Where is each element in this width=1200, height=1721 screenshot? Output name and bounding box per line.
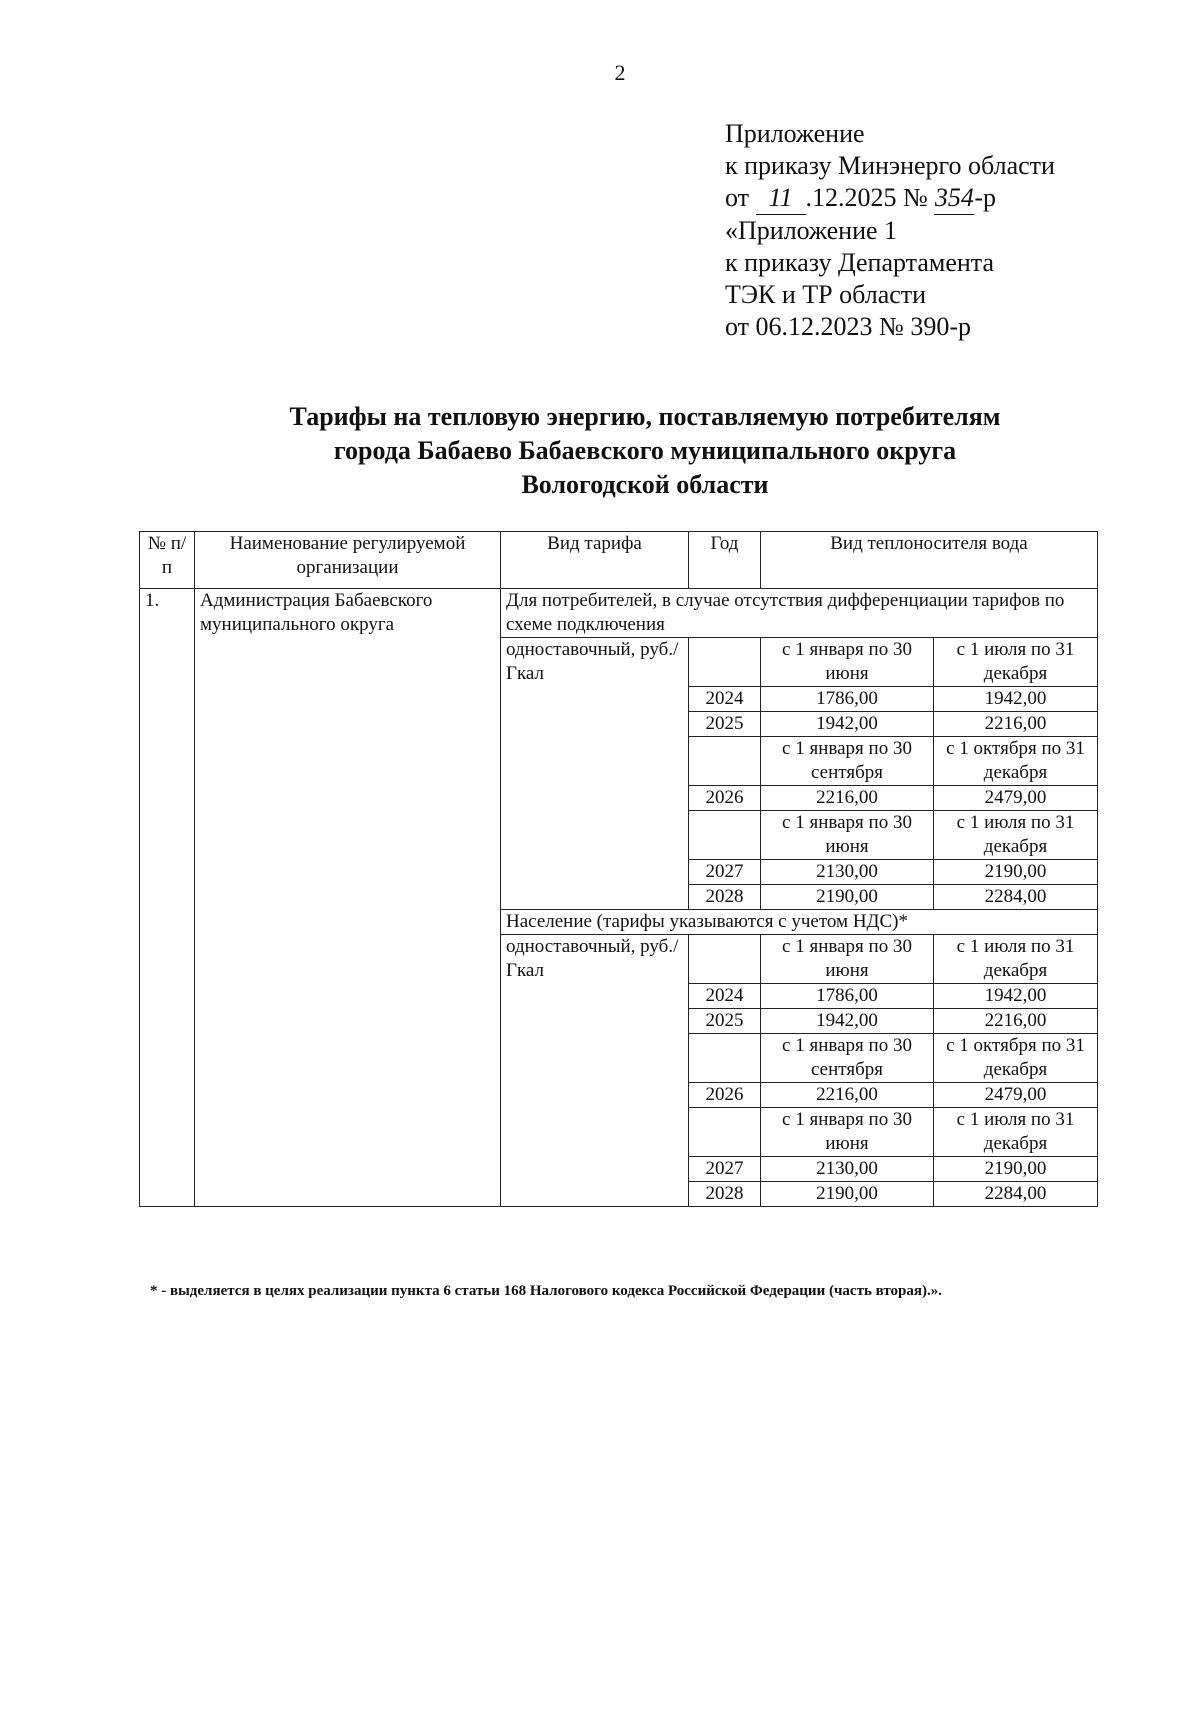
- value-2: 2190,00: [934, 1157, 1098, 1182]
- value-1: 2190,00: [761, 885, 934, 910]
- value-2: 2216,00: [934, 712, 1098, 737]
- header-line: ТЭК и ТР области: [725, 280, 927, 309]
- value-2: 1942,00: [934, 984, 1098, 1009]
- year-cell-empty: [689, 737, 761, 786]
- title-line: Тарифы на тепловую энергию, поставляемую потребителям: [289, 402, 1001, 431]
- header-order-date: .12.2025 №: [805, 183, 928, 212]
- header-order-prefix: от: [725, 183, 750, 212]
- header-year: Год: [689, 532, 761, 589]
- value-2: 2190,00: [934, 860, 1098, 885]
- period-2: с 1 июля по 31 декабря: [934, 1108, 1098, 1157]
- year-cell: 2028: [689, 1182, 761, 1207]
- tariff-type: одноставочный, руб./Гкал: [501, 638, 689, 910]
- period-1: с 1 января по 30 июня: [761, 1108, 934, 1157]
- value-1: 1786,00: [761, 984, 934, 1009]
- header-carrier: Вид теплоносителя вода: [761, 532, 1098, 589]
- value-1: 2130,00: [761, 860, 934, 885]
- row-number: 1.: [140, 589, 195, 1207]
- period-1: с 1 января по 30 июня: [761, 638, 934, 687]
- section-title: Для потребителей, в случае отсутствия дифференциации тарифов по схеме подключения: [501, 589, 1098, 638]
- period-1: с 1 января по 30 сентября: [761, 1034, 934, 1083]
- tariff-table: [139, 531, 1098, 1207]
- header-order-line: [725, 182, 1055, 215]
- header-line: «Приложение 1: [725, 216, 898, 245]
- table-header-row: [140, 532, 1098, 589]
- value-1: 1942,00: [761, 712, 934, 737]
- period-2: с 1 октября по 31 декабря: [934, 737, 1098, 786]
- year-cell: 2024: [689, 984, 761, 1009]
- value-1: 2216,00: [761, 1083, 934, 1108]
- period-1: с 1 января по 30 июня: [761, 811, 934, 860]
- value-1: 1942,00: [761, 1009, 934, 1034]
- period-1: с 1 января по 30 сентября: [761, 737, 934, 786]
- header-org: Наименование регулируемой организации: [195, 532, 501, 589]
- header-tariff-type: Вид тарифа: [501, 532, 689, 589]
- year-cell: 2026: [689, 786, 761, 811]
- value-1: 2190,00: [761, 1182, 934, 1207]
- value-1: 1786,00: [761, 687, 934, 712]
- footnote: * - выделяется в целях реализации пункта 6 статьи 168 Налогового кодекса Российской Федерации (часть вторая).».: [150, 1283, 942, 1299]
- value-2: 1942,00: [934, 687, 1098, 712]
- value-2: 2284,00: [934, 885, 1098, 910]
- period-2: с 1 июля по 31 декабря: [934, 935, 1098, 984]
- year-cell: 2026: [689, 1083, 761, 1108]
- value-2: 2479,00: [934, 1083, 1098, 1108]
- year-cell: 2027: [689, 860, 761, 885]
- value-1: 2130,00: [761, 1157, 934, 1182]
- org-name: Администрация Бабаевского муниципального округа: [195, 589, 501, 1207]
- value-2: 2479,00: [934, 786, 1098, 811]
- section-title-row: [140, 589, 1098, 638]
- year-cell-empty: [689, 1034, 761, 1083]
- period-2: с 1 октября по 31 декабря: [934, 1034, 1098, 1083]
- tariff-type: одноставочный, руб./Гкал: [501, 935, 689, 1207]
- header-num: № п/п: [140, 532, 195, 589]
- year-cell-empty: [689, 1108, 761, 1157]
- appendix-header: [725, 118, 1055, 343]
- header-order-suffix: -р: [974, 183, 997, 212]
- year-cell-empty: [689, 935, 761, 984]
- section-title: Население (тарифы указываются с учетом НДС)*: [501, 910, 1098, 935]
- year-cell: 2028: [689, 885, 761, 910]
- document-title: [130, 400, 1160, 502]
- year-cell: 2025: [689, 1009, 761, 1034]
- period-1: с 1 января по 30 июня: [761, 935, 934, 984]
- title-line: Вологодской области: [521, 470, 769, 499]
- title-line: города Бабаево Бабаевского муниципального округа: [333, 436, 957, 465]
- header-line: к приказу Минэнерго области: [725, 151, 1055, 180]
- header-line: к приказу Департамента: [725, 248, 995, 277]
- header-line: Приложение: [725, 119, 865, 148]
- year-cell-empty: [689, 638, 761, 687]
- year-cell-empty: [689, 811, 761, 860]
- page-number: 2: [614, 60, 626, 85]
- year-cell: 2025: [689, 712, 761, 737]
- header-line: от 06.12.2023 № 390-р: [725, 312, 971, 341]
- period-2: с 1 июля по 31 декабря: [934, 811, 1098, 860]
- handwritten-day: 11: [756, 182, 806, 215]
- value-1: 2216,00: [761, 786, 934, 811]
- handwritten-number: 354: [934, 182, 974, 215]
- year-cell: 2024: [689, 687, 761, 712]
- value-2: 2284,00: [934, 1182, 1098, 1207]
- period-2: с 1 июля по 31 декабря: [934, 638, 1098, 687]
- year-cell: 2027: [689, 1157, 761, 1182]
- value-2: 2216,00: [934, 1009, 1098, 1034]
